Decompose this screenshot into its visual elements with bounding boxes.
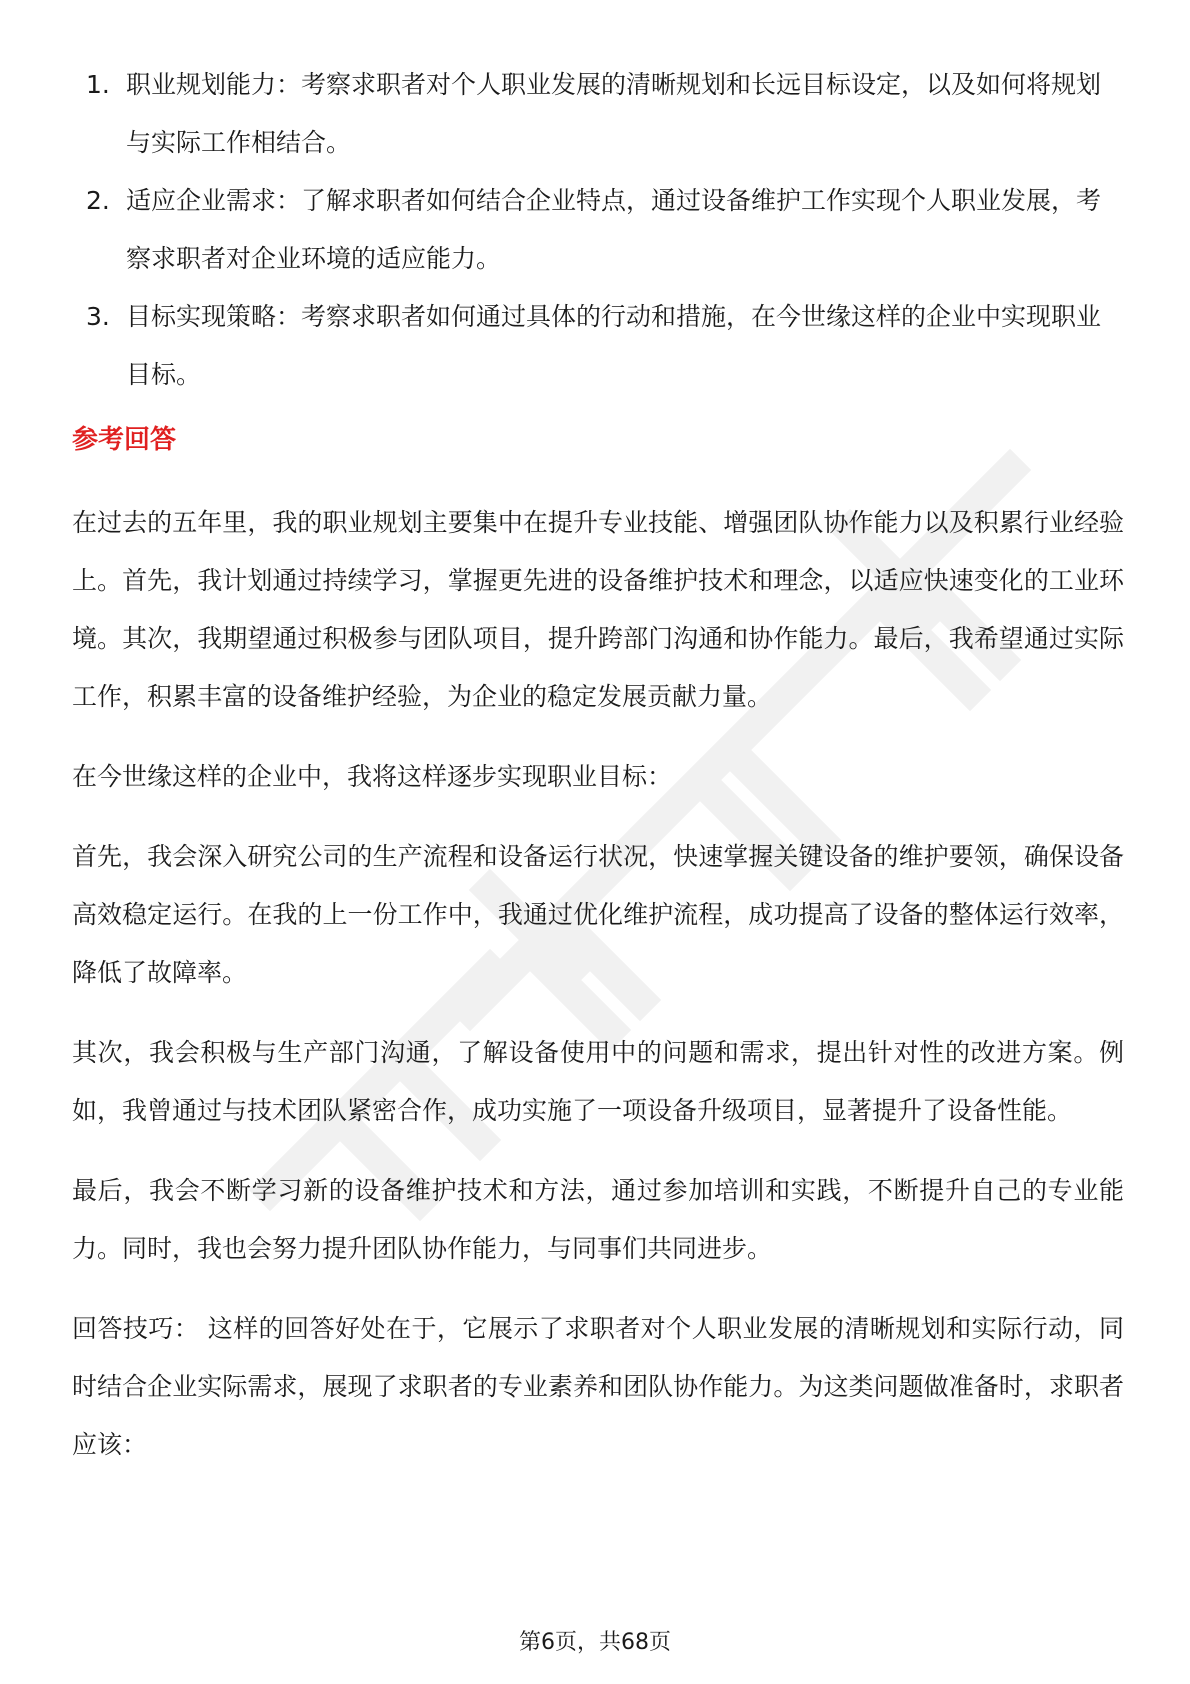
- paragraph: 在今世缘这样的企业中，我将这样逐步实现职业目标：: [72, 762, 673, 791]
- list-item-number: 1.: [86, 70, 110, 99]
- list-item-text: 职业规划能力：考察求职者对个人职业发展的清晰规划和长远目标设定，以及如何将规划与实际工作相结合。: [126, 70, 1102, 157]
- paragraph: 最后，我会不断学习新的设备维护技术和方法，通过参加培训和实践，不断提升自己的专业能力。同时，我也会努力提升团队协作能力，与同事们共同进步。: [72, 1176, 1124, 1263]
- evaluation-points-list: [72, 56, 1122, 404]
- list-item: [72, 172, 1122, 288]
- paragraph: 在过去的五年里，我的职业规划主要集中在提升专业技能、增强团队协作能力以及积累行业经验上。首先，我计划通过持续学习，掌握更先进的设备维护技术和理念，以适应快速变化的工业环境。其次，我期望通过积极参与团队项目，提升跨部门沟通和协作能力。最后，我希望通过实际工作，积累丰富的设备维护经验，为企业的稳定发展贡献力量。: [72, 508, 1124, 711]
- paragraph: 回答技巧： 这样的回答好处在于，它展示了求职者对个人职业发展的清晰规划和实际行动，同时结合企业实际需求，展现了求职者的专业素养和团队协作能力。为这类问题做准备时，求职者应该：: [72, 1314, 1124, 1459]
- list-item-number: 3.: [86, 302, 110, 331]
- paragraph: 其次，我会积极与生产部门沟通，了解设备使用中的问题和需求，提出针对性的改进方案。例如，我曾通过与技术团队紧密合作，成功实施了一项设备升级项目，显著提升了设备性能。: [72, 1038, 1124, 1125]
- paragraph: 首先，我会深入研究公司的生产流程和设备运行状况，快速掌握关键设备的维护要领，确保设备高效稳定运行。在我的上一份工作中，我通过优化维护流程，成功提高了设备的整体运行效率，降低了故障率。: [72, 842, 1124, 987]
- page-number-footer: 第6页，共68页: [519, 1630, 671, 1655]
- list-item: [72, 56, 1122, 172]
- list-item-text: 适应企业需求：了解求职者如何结合企业特点，通过设备维护工作实现个人职业发展，考察求职者对企业环境的适应能力。: [126, 186, 1102, 273]
- list-item: [72, 288, 1122, 404]
- section-title: 参考回答: [72, 425, 177, 455]
- list-item-number: 2.: [86, 186, 110, 215]
- answer-content: [72, 494, 1124, 1496]
- list-item-text: 目标实现策略：考察求职者如何通过具体的行动和措施，在今世缘这样的企业中实现职业目标。: [126, 302, 1102, 389]
